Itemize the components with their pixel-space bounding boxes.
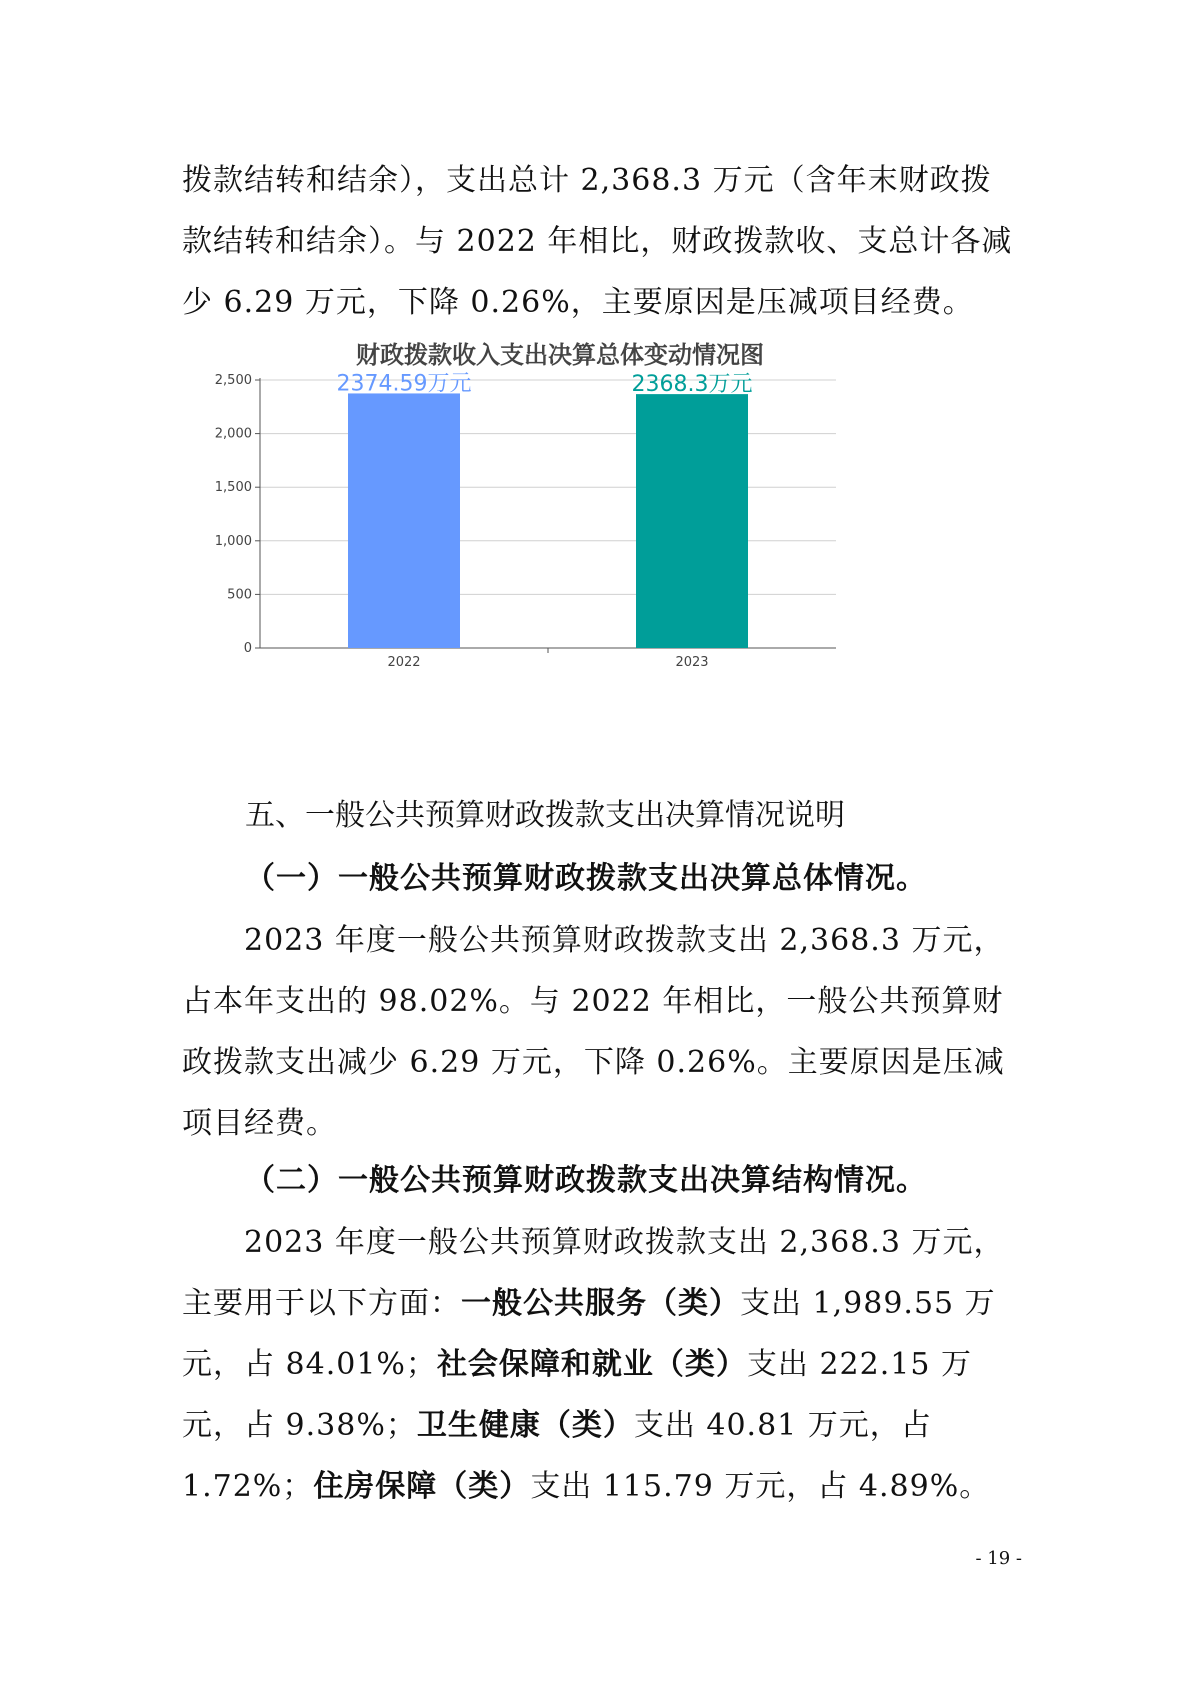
intro-paragraph: 拨款结转和结余），支出总计 2,368.3 万元（含年末财政拨款结转和结余）。与 2022 年相比，财政拨款收、支总计各减少 6.29 万元，下降 0.26%，主要原因是压减项目经费。 xyxy=(182,163,1013,320)
text-run: 2023 年度一般公共预算财政拨款支出 2,368.3 万元，主要用于以下方面： xyxy=(182,1225,1005,1321)
y-tick-label: 2,000 xyxy=(214,426,252,442)
category-general-public-services: 一般公共服务（类） xyxy=(461,1286,740,1321)
text-run: 支出 115.79 万元，占 4.89%。 xyxy=(530,1469,991,1504)
x-tick-label: 2022 xyxy=(387,655,421,670)
subsection-1-text: 2023 年度一般公共预算财政拨款支出 2,368.3 万元，占本年支出的 98.02%。与 2022 年相比，一般公共预算财政拨款支出减少 6.29 万元，下降 0.26%。主要原因是压减项目经费。 xyxy=(182,923,1005,1141)
text-run: 支出 222.15 万元，占 9.38%； xyxy=(182,1347,972,1443)
bar xyxy=(348,393,460,648)
subsection-1-heading: （一）一般公共预算财政拨款支出决算总体情况。 xyxy=(245,861,927,896)
data-label: 2374.59万元 xyxy=(336,371,472,397)
y-tick-label: 500 xyxy=(227,587,252,603)
category-housing: 住房保障（类） xyxy=(313,1469,531,1504)
y-tick-label: 1,000 xyxy=(214,533,252,549)
chart-svg xyxy=(200,330,920,730)
subsection-2-heading: （二）一般公共预算财政拨款支出决算结构情况。 xyxy=(245,1163,927,1198)
chart-title: 财政拨款收入支出决算总体变动情况图 xyxy=(356,341,764,369)
y-tick-label: 0 xyxy=(243,641,252,656)
text-run: 支出 1,989.55 万元，占 84.01%； xyxy=(182,1286,996,1382)
y-tick-label: 2,500 xyxy=(214,373,252,388)
y-tick-label: 1,500 xyxy=(214,480,252,496)
subsection-2-text xyxy=(182,1212,1022,1517)
data-label: 2368.3万元 xyxy=(631,372,753,398)
bar xyxy=(636,394,748,648)
page-number: - 19 - xyxy=(975,1548,1022,1569)
bar-chart xyxy=(200,330,920,730)
category-health: 卫生健康（类） xyxy=(416,1408,634,1443)
category-social-security: 社会保障和就业（类） xyxy=(436,1347,747,1382)
section-heading: 五、一般公共预算财政拨款支出决算情况说明 xyxy=(245,798,845,833)
text-run: 支出 40.81 万元，占 1.72%； xyxy=(182,1408,932,1504)
x-tick-label: 2023 xyxy=(675,655,709,670)
